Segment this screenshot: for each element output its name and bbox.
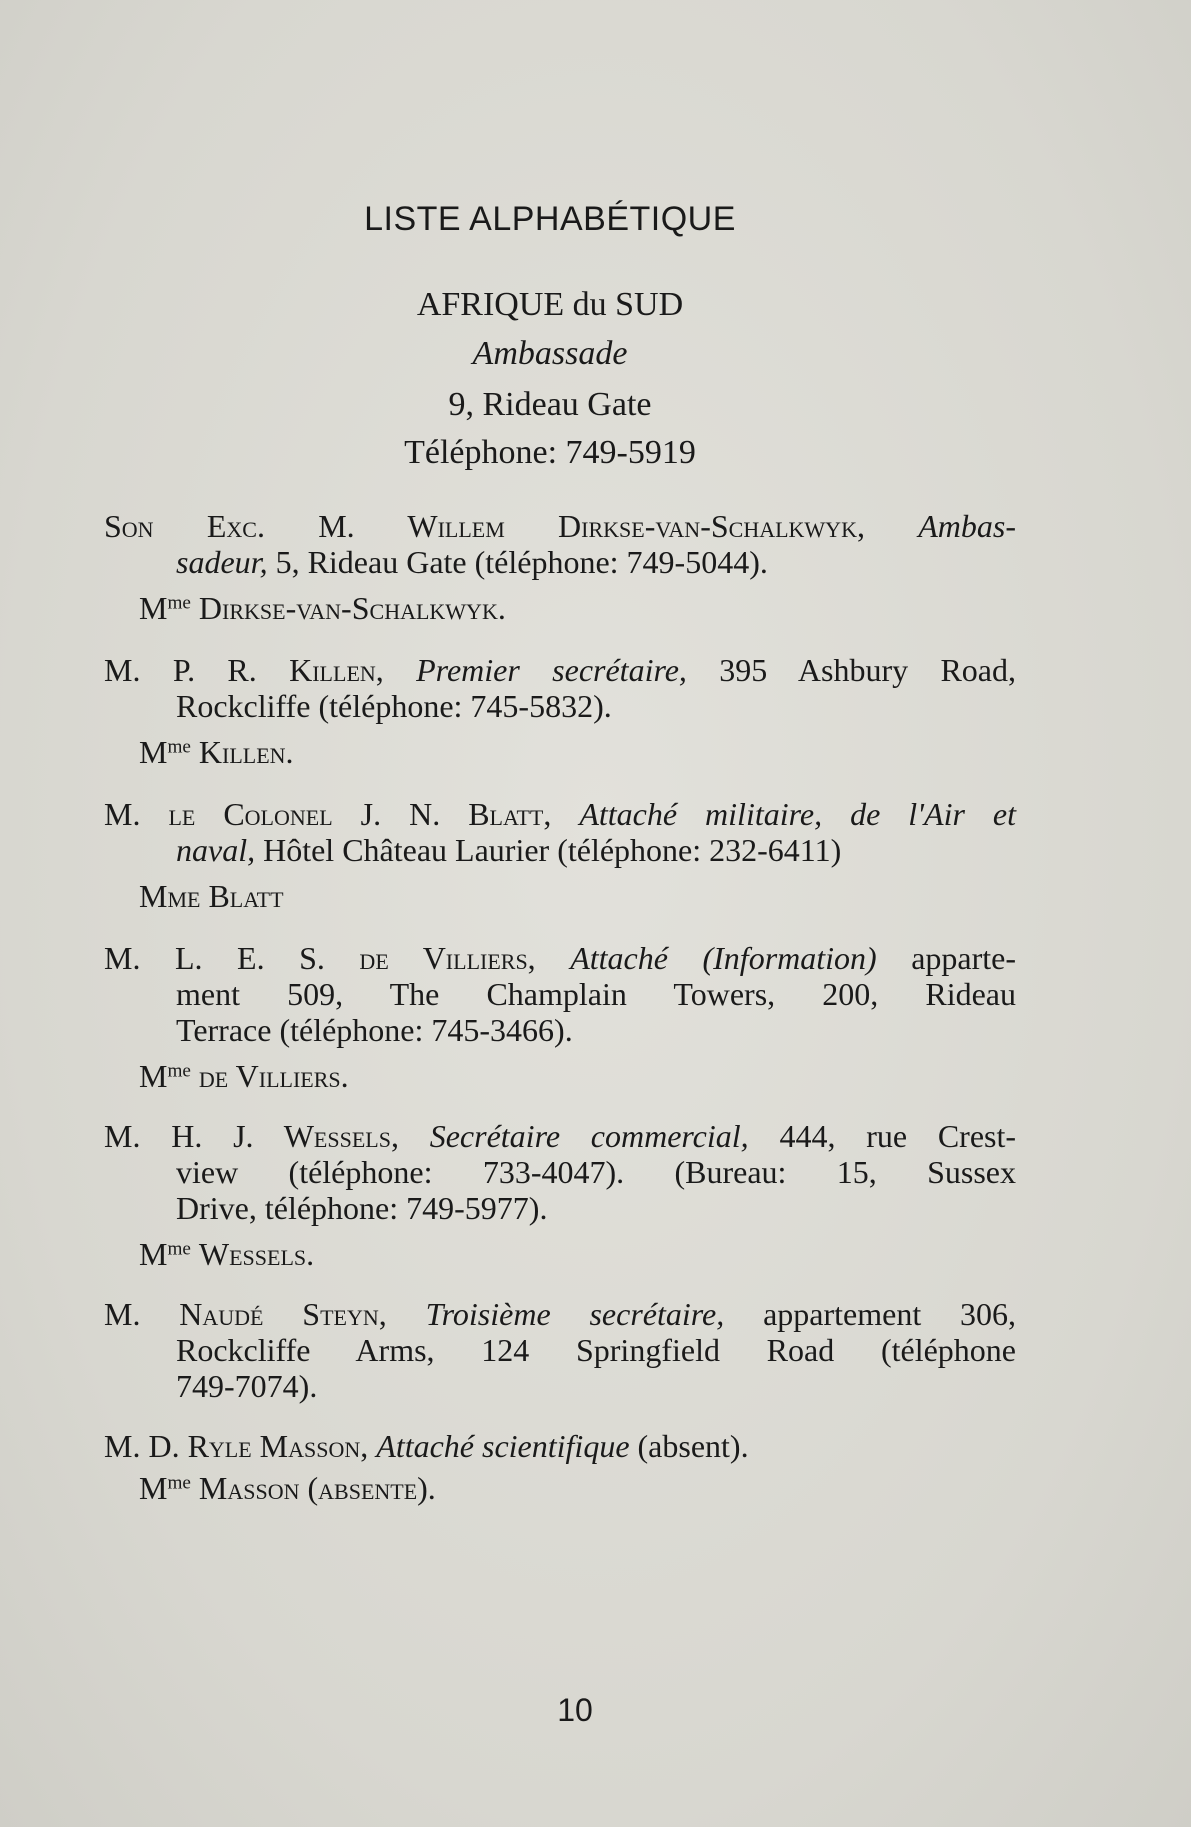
spouse-name: Mme Blatt [139,878,284,914]
person-name: Son Exc. M. Willem Dirkse-van-Schalkwyk, [104,508,865,544]
spouse-line: $M^{me}$ Masson (absente). [139,1470,436,1506]
person-details-cont: Rockcliffe (téléphone: 745-5832). [176,688,612,724]
mission-type: Ambassade [472,335,628,372]
person-details-cont: Drive, téléphone: 749-5977). [176,1190,548,1226]
spouse-line: $M^{me}$ Wessels. [139,1236,315,1272]
person-title: Attaché militaire, de l'Air et [579,796,1017,832]
mission-phone: Téléphone: 749-5919 [404,434,696,471]
person-title: Attaché scientifique [376,1428,630,1464]
person-details: 5, Rideau Gate (téléphone: 749-5044). [275,544,768,580]
person-title: Troisième secrétaire, [425,1296,725,1332]
person-title: Secrétaire commercial, [429,1118,749,1154]
person-name: M. D. Ryle Masson, [104,1428,369,1464]
person-details: Hôtel Château Laurier (téléphone: 232-6411) [263,832,842,868]
person-title: Attaché [570,940,668,976]
person-title: Ambas- [918,508,1017,544]
person-title: Premier secrétaire, [416,652,687,688]
spouse-line [139,878,284,915]
list-item [104,1118,1016,1226]
person-details-cont: Terrace (téléphone: 745-3466). [176,1012,573,1048]
country-heading: AFRIQUE du SUD [416,286,684,323]
person-details: 444, rue Crest- [779,1118,1017,1154]
person-details-cont: 749-7074). [176,1368,318,1404]
spouse-name: Dirkse-van-Schalkwyk. [198,590,506,626]
person-details: appartement 306, [763,1296,1017,1332]
person-details: 395 Ashbury Road, [719,652,1016,688]
person-title-paren: (Information) [702,940,877,976]
spouse-name: Wessels. [198,1236,315,1272]
list-item [104,508,1016,580]
list-item [104,796,1016,868]
spouse-name: Masson (absente). [198,1470,436,1506]
list-item [104,1296,1016,1404]
person-details-cont: view (téléphone: 733-4047). (Bureau: 15, Sussex [176,1154,1016,1190]
person-name: M. L. E. S. de Villiers, [104,940,536,976]
spouse-line: $M^{me}$ Dirkse-van-Schalkwyk. [139,590,506,626]
spouse-line: $M^{me}$ Killen. [139,734,294,770]
page-number: 10 [557,1692,593,1728]
list-item [104,652,1016,724]
person-name: M. le Colonel J. N. Blatt, [104,796,552,832]
list-item [104,1428,1016,1464]
person-details-cont: Rockcliffe Arms, 124 Springfield Road (téléphone [176,1332,1016,1368]
person-details-cont: ment 509, The Champlain Towers, 200, Rideau [176,976,1016,1012]
list-title: LISTE ALPHABÉTIQUE [364,200,736,238]
spouse-line: $M^{me}$ de Villiers. [139,1058,349,1094]
spouse-name: Killen. [198,734,294,770]
person-name: M. P. R. Killen, [104,652,384,688]
spouse-name: de Villiers. [198,1058,349,1094]
person-title-cont: naval, [176,832,256,868]
list-item [104,940,1016,1048]
person-name: M. Naudé Steyn, [104,1296,387,1332]
person-details: (absent). [637,1428,749,1464]
person-details: apparte- [911,940,1017,976]
mission-address: 9, Rideau Gate [448,386,652,423]
person-title-cont: sadeur, [176,544,268,580]
person-name: M. H. J. Wessels, [104,1118,399,1154]
